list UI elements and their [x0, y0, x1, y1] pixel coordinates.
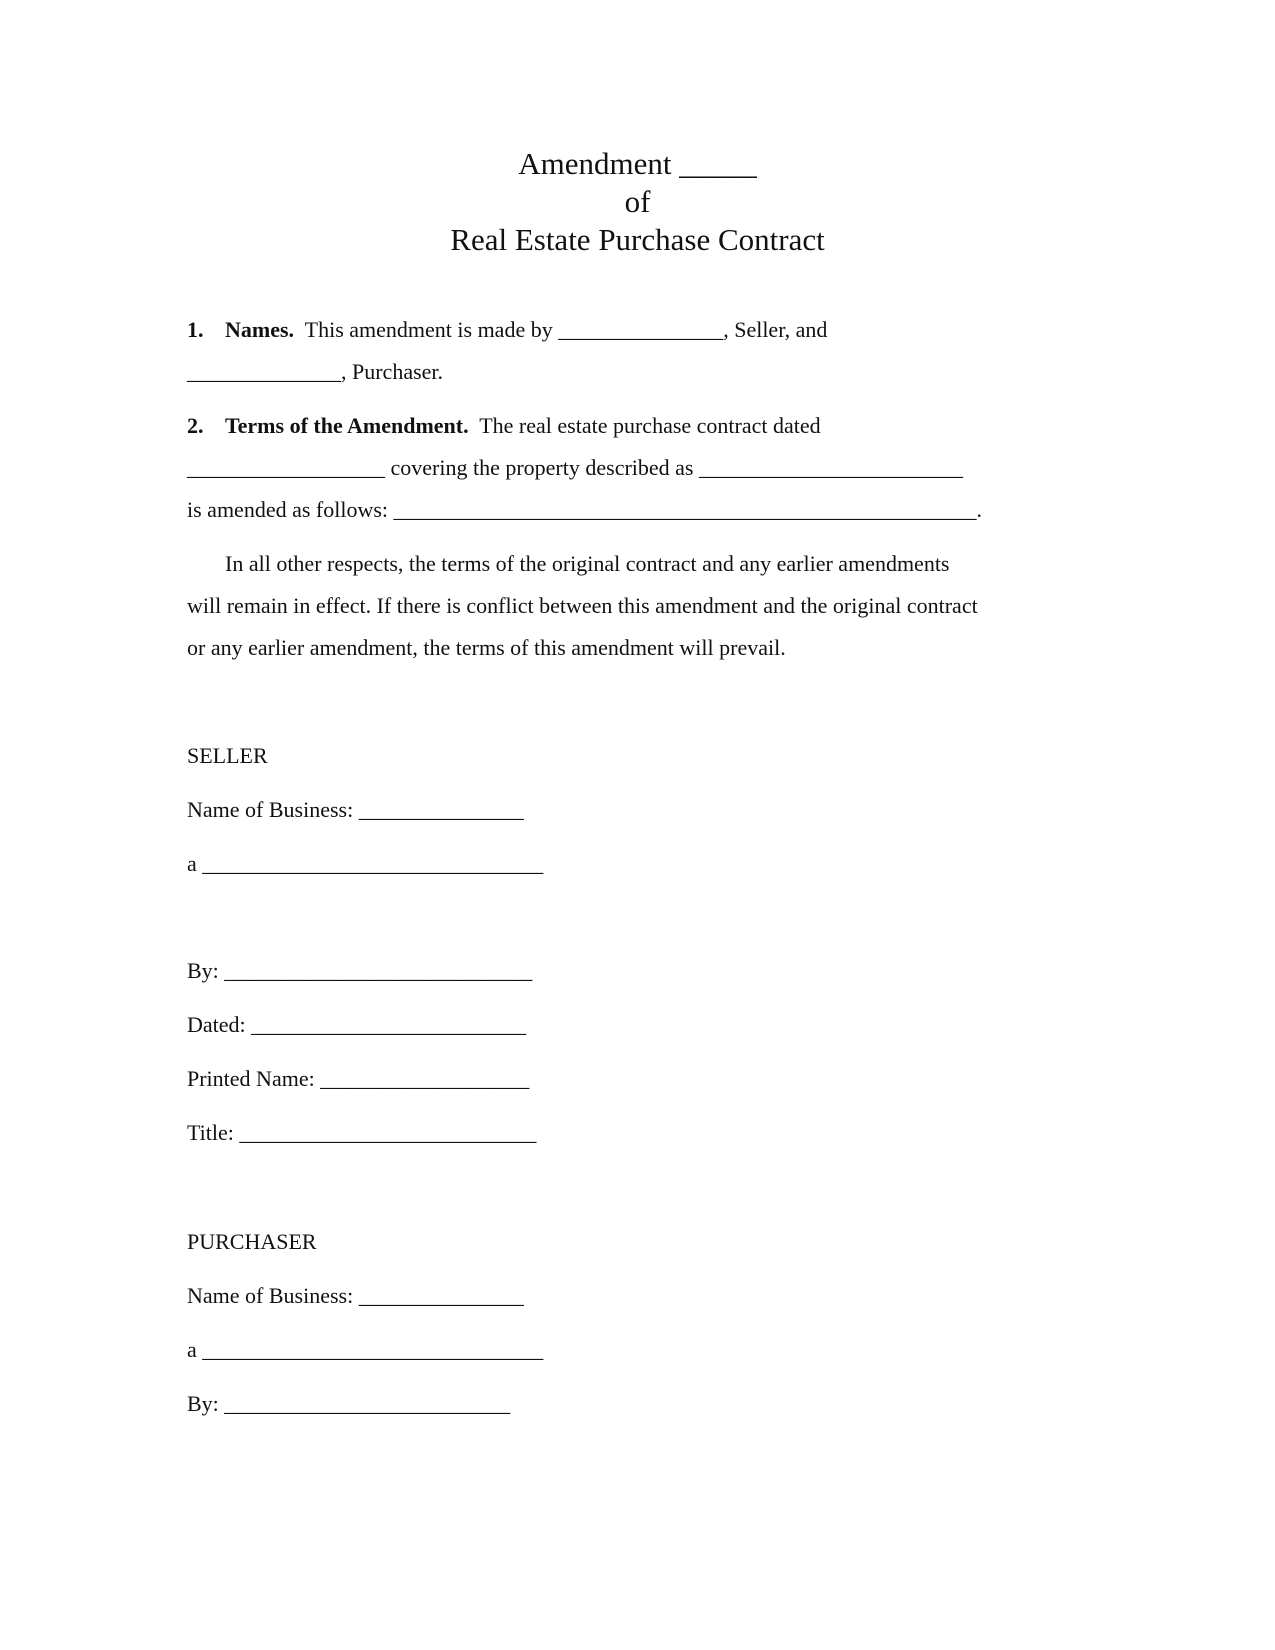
section-2-line-3: is amended as follows: _____________________________________________________. [187, 497, 983, 522]
purchaser-entity-field: a _______________________________ [187, 1337, 544, 1362]
title-line-contract: Real Estate Purchase Contract [450, 222, 825, 257]
seller-heading: SELLER [187, 743, 268, 768]
document-title [0, 145, 1275, 259]
section-2-text-a: The real estate purchase contract dated [468, 413, 821, 438]
paragraph-line-1: In all other respects, the terms of the original contract and any earlier amendments [225, 551, 950, 576]
section-2-line-1 [187, 412, 821, 440]
section-1-line-1 [187, 316, 827, 344]
purchaser-heading: PURCHASER [187, 1229, 317, 1254]
section-2-heading: Terms of the Amendment. [225, 413, 469, 438]
section-2-number: 2. [187, 413, 204, 438]
seller-dated-field: Dated: _________________________ [187, 1012, 527, 1037]
seller-entity-field: a _______________________________ [187, 851, 544, 876]
title-line-amendment: Amendment _____ [518, 146, 757, 181]
seller-title-field: Title: ___________________________ [187, 1120, 537, 1145]
paragraph-line-2: will remain in effect. If there is conflict between this amendment and the original contract [187, 593, 978, 618]
section-2-line-2: __________________ covering the property described as ________________________ [187, 455, 963, 480]
section-1-line-2: ______________, Purchaser. [187, 359, 444, 384]
seller-business-field: Name of Business: _______________ [187, 797, 524, 822]
section-1-text-a: This amendment is made by _______________, Seller, and [294, 317, 828, 342]
seller-printed-name-field: Printed Name: ___________________ [187, 1066, 530, 1091]
title-line-of: of [624, 184, 651, 219]
purchaser-by-field: By: __________________________ [187, 1391, 511, 1416]
purchaser-business-field: Name of Business: _______________ [187, 1283, 524, 1308]
section-1-heading: Names. [225, 317, 295, 342]
seller-by-field: By: ____________________________ [187, 958, 533, 983]
section-1-number: 1. [187, 317, 204, 342]
paragraph-line-3: or any earlier amendment, the terms of this amendment will prevail. [187, 635, 786, 660]
